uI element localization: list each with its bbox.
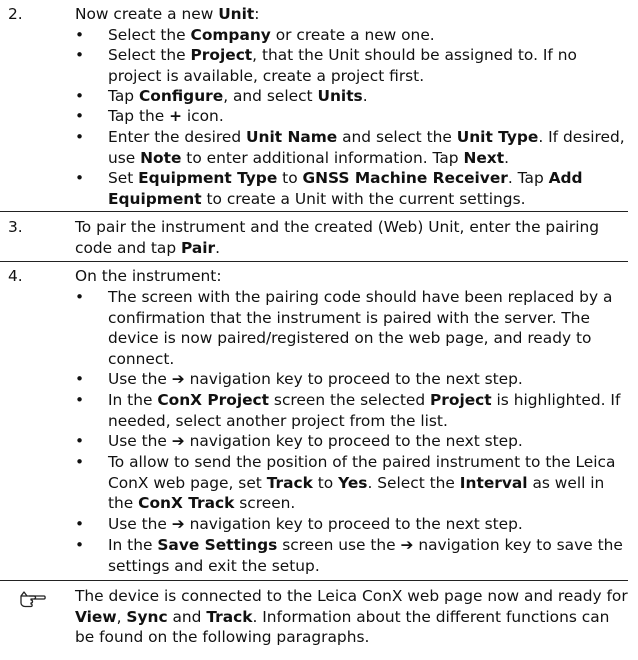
text-run: navigation key to proceed to the next step. bbox=[184, 370, 523, 388]
pointing-hand-icon bbox=[20, 590, 46, 611]
bullet-icon: • bbox=[75, 288, 85, 306]
text-run: Use the bbox=[108, 515, 172, 533]
bold-term: ➔ bbox=[400, 536, 414, 554]
text-run: In the bbox=[108, 391, 158, 409]
text-run: On the instrument: bbox=[75, 267, 222, 285]
list-item bbox=[108, 369, 628, 390]
bullet-icon: • bbox=[75, 87, 85, 105]
text-run: to create a Unit with the current settings. bbox=[201, 189, 526, 208]
bullet-icon: • bbox=[75, 515, 85, 533]
bold-term: Yes bbox=[338, 473, 368, 492]
text-run: navigation key to proceed to the next step. bbox=[184, 432, 523, 450]
bullet-icon: • bbox=[75, 432, 85, 450]
bold-term: + bbox=[169, 107, 183, 125]
bold-term: GNSS Machine Receiver bbox=[302, 169, 508, 187]
bold-term: Project bbox=[430, 391, 492, 409]
bold-term: Pair bbox=[180, 238, 216, 257]
list-item bbox=[108, 431, 628, 452]
bold-term: Interval bbox=[459, 473, 528, 492]
text-run: Set bbox=[108, 169, 139, 187]
text-run: , and select bbox=[223, 87, 318, 105]
bullet-icon: • bbox=[75, 169, 85, 187]
bold-term: Configure bbox=[138, 87, 224, 105]
text-run: Enter the desired bbox=[108, 128, 247, 146]
text-run: to bbox=[277, 169, 303, 187]
text-run: . If desired, use bbox=[108, 128, 625, 167]
bullet-icon: • bbox=[75, 536, 85, 554]
list-item bbox=[108, 390, 628, 431]
list-item bbox=[108, 127, 628, 168]
text-run: . bbox=[215, 238, 221, 257]
text-run: or create a new one. bbox=[270, 26, 435, 44]
text-run: Tap the bbox=[108, 107, 170, 125]
text-run: screen use the bbox=[277, 536, 401, 554]
text-run: Use the bbox=[108, 370, 172, 388]
text-run: and bbox=[167, 607, 207, 626]
bold-term: ConX Project bbox=[157, 391, 270, 409]
text-run: to bbox=[312, 473, 339, 492]
step-number: 4. bbox=[8, 267, 23, 285]
step-number: 3. bbox=[8, 218, 23, 236]
list-item bbox=[108, 106, 628, 127]
divider bbox=[0, 261, 628, 262]
text-run: , bbox=[116, 607, 127, 626]
text-run: is highlighted. If needed, select another project from the list. bbox=[108, 391, 621, 430]
text-run: Use the bbox=[108, 432, 172, 450]
text-run: , that the Unit should be assigned to. If no project is available, create a project first. bbox=[108, 46, 577, 85]
text-run: The screen with the pairing code should have been replaced by a confirmation that the instrument is paired with the server. The device is now paired/registered on the web page, and ready to connect. bbox=[108, 288, 613, 368]
bold-term: Unit Type bbox=[456, 128, 539, 146]
text-run: Select the bbox=[108, 46, 191, 64]
list-item bbox=[108, 287, 628, 369]
text-run: and select the bbox=[337, 128, 457, 146]
bold-term: Note bbox=[140, 148, 182, 167]
bold-term: Unit bbox=[218, 5, 255, 23]
text-run: icon. bbox=[182, 107, 224, 125]
bold-term: ➔ bbox=[171, 370, 185, 388]
text-run: To pair the instrument and the created (Web) Unit, enter the pairing code and tap bbox=[75, 218, 600, 257]
bullet-icon: • bbox=[75, 107, 85, 125]
bold-term: Add Equipment bbox=[108, 169, 583, 208]
list-item bbox=[108, 535, 628, 576]
list-item bbox=[108, 452, 628, 514]
bullet-icon: • bbox=[75, 46, 85, 64]
list-item bbox=[108, 514, 628, 535]
bold-term: ConX Track bbox=[138, 494, 235, 513]
bold-term: Next bbox=[463, 148, 505, 167]
divider bbox=[0, 580, 628, 581]
bold-term: Track bbox=[206, 607, 253, 626]
text-run: screen. bbox=[234, 494, 296, 513]
bullet-icon: • bbox=[75, 453, 85, 471]
text-run: as well in the bbox=[108, 473, 605, 513]
bold-term: Project bbox=[190, 46, 253, 64]
text-run: navigation key to proceed to the next step. bbox=[184, 515, 523, 533]
step-intro bbox=[75, 217, 631, 258]
note-text bbox=[75, 586, 631, 648]
text-run: The device is connected to the Leica ConX web page now and ready for bbox=[75, 587, 628, 605]
step-intro bbox=[75, 266, 631, 287]
bold-term: Equipment Type bbox=[138, 169, 278, 187]
bold-term: ➔ bbox=[171, 432, 185, 450]
text-run: . bbox=[362, 87, 368, 105]
text-run: To allow to send the position of the paired instrument to the Leica ConX web page, set bbox=[108, 453, 616, 492]
text-run: : bbox=[254, 5, 260, 23]
list-item bbox=[108, 168, 628, 209]
bold-term: View bbox=[75, 607, 117, 626]
bold-term: ➔ bbox=[171, 515, 185, 533]
text-run: Tap bbox=[108, 87, 139, 105]
list-item bbox=[108, 86, 628, 107]
text-run: . bbox=[504, 148, 509, 167]
list-item bbox=[108, 45, 628, 86]
step-intro bbox=[75, 4, 631, 25]
text-run: screen the selected bbox=[269, 391, 430, 409]
text-run: . Information about the different functions can be found on the following paragraphs. bbox=[75, 607, 610, 647]
bold-term: Sync bbox=[126, 607, 168, 626]
divider bbox=[0, 211, 628, 212]
text-run: navigation key to save the settings and exit the setup. bbox=[108, 536, 623, 575]
text-run: to enter additional information. Tap bbox=[181, 148, 464, 167]
text-run: . Select the bbox=[367, 473, 460, 492]
text-run: . Tap bbox=[507, 169, 549, 187]
text-run: Now create a new bbox=[75, 5, 219, 23]
bold-term: Save Settings bbox=[157, 536, 278, 554]
text-run: Select the bbox=[108, 26, 191, 44]
step-number: 2. bbox=[8, 5, 23, 23]
bold-term: Track bbox=[266, 473, 313, 492]
bold-term: Units bbox=[317, 87, 363, 105]
bullet-icon: • bbox=[75, 391, 85, 409]
list-item bbox=[108, 25, 628, 46]
text-run: In the bbox=[108, 536, 158, 554]
bold-term: Unit Name bbox=[246, 128, 338, 146]
bullet-icon: • bbox=[75, 26, 85, 44]
bullet-icon: • bbox=[75, 370, 85, 388]
bullet-icon: • bbox=[75, 128, 85, 146]
bold-term: Company bbox=[190, 26, 271, 44]
